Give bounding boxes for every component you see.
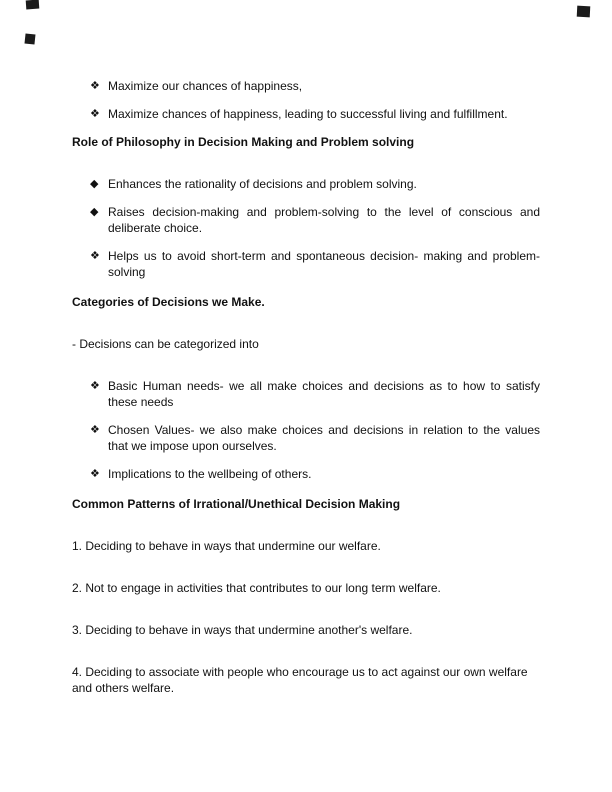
diamond-bullet-icon: ❖ [90,380,100,392]
scan-mark-top-right-icon [577,6,591,18]
bullet-item [72,422,540,454]
document-paragraph: - Decisions can be categorized into [72,337,259,351]
bullet-item [72,248,540,280]
filled-diamond-bullet-icon: ◆ [90,178,99,190]
diamond-bullet-icon: ❖ [90,468,100,480]
bullet-text: Raises decision-making and problem-solving to the level of conscious and deliberate choice. [108,205,540,235]
scan-mark-top-left-icon [26,0,40,9]
diamond-bullet-icon: ❖ [90,424,100,436]
diamond-bullet-icon: ❖ [90,250,100,262]
bullet-text: Maximize our chances of happiness, [108,79,303,93]
section-heading: Common Patterns of Irrational/Unethical Decision Making [72,497,401,511]
bullet-text: Enhances the rationality of decisions and problem solving. [108,177,417,191]
bullet-text: Helps us to avoid short-term and spontaneous decision- making and problem- solving [108,249,540,279]
bullet-item [72,176,540,192]
bullet-text: Maximize chances of happiness, leading to successful living and fulfillment. [108,107,508,121]
bullet-item [72,378,540,410]
section-heading: Categories of Decisions we Make. [72,295,265,309]
diamond-bullet-icon: ❖ [90,108,100,120]
bullet-text: Basic Human needs- we all make choices and decisions as to how to satisfy these needs [108,379,540,409]
bullet-item [72,466,540,482]
document-paragraph: 2. Not to engage in activities that contributes to our long term welfare. [72,581,441,595]
document-paragraph: 1. Deciding to behave in ways that undermine our welfare. [72,539,381,553]
document-paragraph: 3. Deciding to behave in ways that undermine another's welfare. [72,623,413,637]
filled-diamond-bullet-icon: ◆ [90,206,99,218]
scan-mark-left-icon [25,34,36,45]
diamond-bullet-icon: ❖ [90,80,100,92]
document-paragraph: 4. Deciding to associate with people who encourage us to act against our own welfare and others welfare. [72,665,528,695]
bullet-text: Implications to the wellbeing of others. [108,467,312,481]
bullet-item [72,78,540,94]
bullet-item [72,204,540,236]
bullet-item [72,106,540,122]
section-heading: Role of Philosophy in Decision Making and Problem solving [72,135,415,149]
bullet-text: Chosen Values- we also make choices and decisions in relation to the values that we impose upon ourselves. [108,423,540,453]
